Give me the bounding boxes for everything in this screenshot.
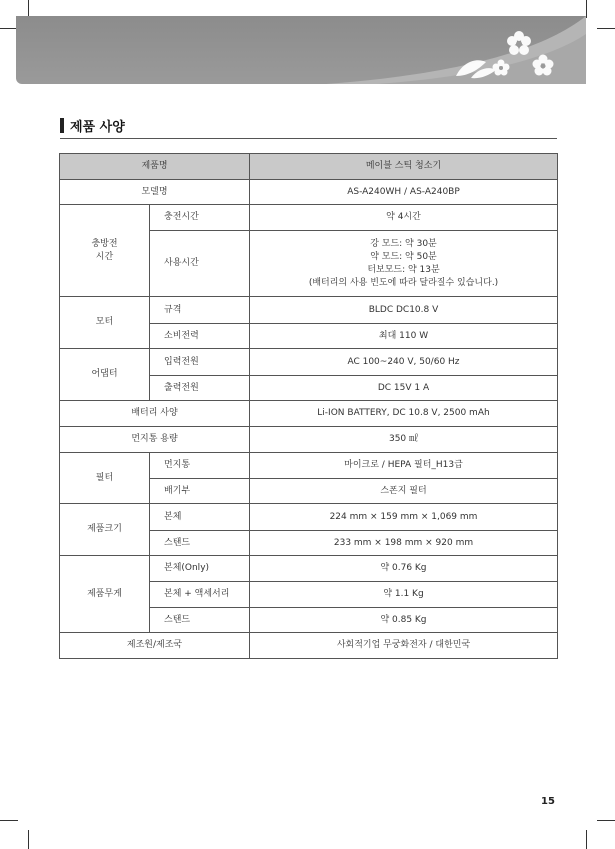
row-value: 233 mm × 198 mm × 920 mm [250, 531, 558, 556]
table-row [60, 427, 558, 453]
crop-mark [597, 28, 615, 29]
group-label: 제품크기 [60, 504, 150, 556]
table-row [60, 401, 558, 427]
row-label: 본체(Only) [150, 556, 250, 582]
row-label: 소비전력 [150, 324, 250, 349]
row-value: AC 100~240 V, 50/60 Hz [250, 349, 558, 376]
table-row [60, 297, 558, 324]
row-value: 사회적기업 무궁화전자 / 대한민국 [250, 633, 558, 659]
page-number: 15 [541, 796, 555, 807]
row-label: 모델명 [60, 180, 250, 205]
table-row [60, 349, 558, 376]
row-value: AS-A240WH / AS-A240BP [250, 180, 558, 205]
row-value: 224 mm × 159 mm × 1,069 mm [250, 504, 558, 531]
row-label: 규격 [150, 297, 250, 324]
table-header-row [60, 154, 558, 180]
group-label: 필터 [60, 453, 150, 504]
crop-mark [597, 820, 615, 821]
group-label: 충방전 시간 [60, 205, 150, 297]
header-banner [16, 16, 586, 84]
row-label: 먼지통 용량 [60, 427, 250, 453]
row-value: 약 4시간 [250, 205, 558, 231]
flower-decoration-icon [16, 16, 586, 84]
row-value: 최대 110 W [250, 324, 558, 349]
row-value: DC 15V 1 A [250, 376, 558, 401]
group-label: 어댑터 [60, 349, 150, 401]
use-time-line: 강 모드: 약 30분 [370, 238, 437, 249]
row-value: 350 ㎖ [250, 427, 558, 453]
row-label: 충전시간 [150, 205, 250, 231]
use-time-line: 터보모드: 약 13분 [367, 264, 440, 275]
table-row [60, 453, 558, 479]
row-label: 배터리 사양 [60, 401, 250, 427]
row-label: 사용시간 [150, 231, 250, 297]
row-value: 약 0.76 Kg [250, 556, 558, 582]
table-row [60, 556, 558, 582]
table-row [60, 504, 558, 531]
row-value: Li-ION BATTERY, DC 10.8 V, 2500 mAh [250, 401, 558, 427]
use-time-line: 약 모드: 약 50분 [370, 251, 437, 262]
section-header [60, 116, 557, 139]
row-label: 입력전원 [150, 349, 250, 376]
table-row [60, 180, 558, 205]
section-title-bar [60, 118, 64, 133]
table-row [60, 633, 558, 659]
section-title: 제품 사양 [70, 120, 125, 135]
row-label: 스탠드 [150, 531, 250, 556]
header-label: 제품명 [60, 154, 250, 180]
row-label: 제조원/제조국 [60, 633, 250, 659]
row-label: 스탠드 [150, 608, 250, 633]
row-value [250, 231, 558, 297]
row-label: 본체 + 액세서리 [150, 582, 250, 608]
crop-mark [586, 0, 587, 18]
row-value: 약 1.1 Kg [250, 582, 558, 608]
crop-mark [28, 830, 29, 849]
group-label: 모터 [60, 297, 150, 349]
crop-mark [586, 830, 587, 849]
use-time-note: (배터리의 사용 빈도에 따라 달라질수 있습니다.) [308, 277, 499, 288]
row-value: 마이크로 / HEPA 필터_H13급 [250, 453, 558, 479]
row-label: 출력전원 [150, 376, 250, 401]
row-value: 약 0.85 Kg [250, 608, 558, 633]
row-value: 스폰지 필터 [250, 479, 558, 504]
table-row [60, 205, 558, 231]
row-label: 먼지통 [150, 453, 250, 479]
row-label: 본체 [150, 504, 250, 531]
group-label: 제품무게 [60, 556, 150, 633]
header-value: 메이블 스틱 청소기 [250, 154, 558, 180]
row-label: 배기부 [150, 479, 250, 504]
spec-table [59, 153, 558, 659]
crop-mark [0, 820, 18, 821]
row-value: BLDC DC10.8 V [250, 297, 558, 324]
